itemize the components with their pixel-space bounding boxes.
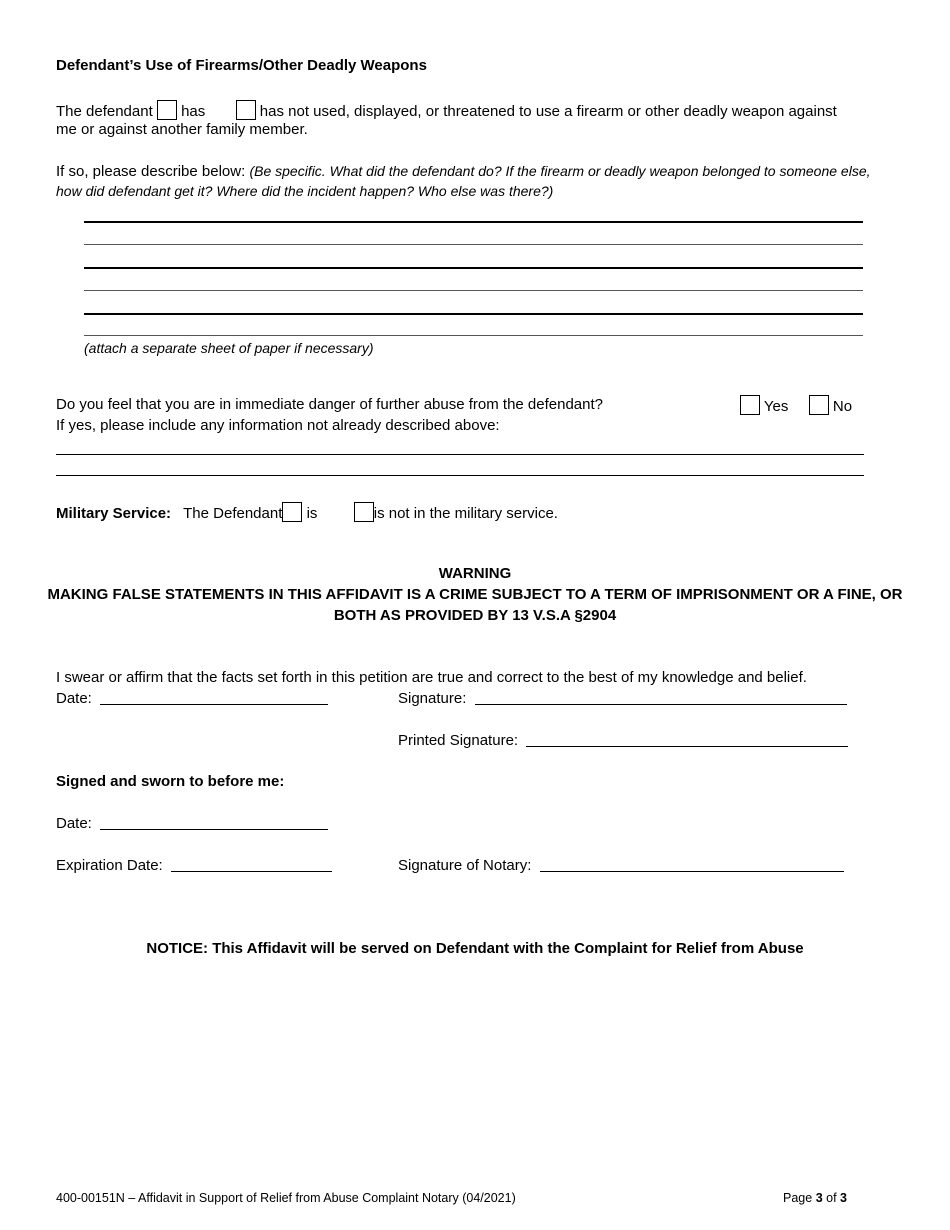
military-is-not-label: is not in the military service. [373,505,558,522]
description-line-6[interactable] [84,335,863,336]
military-prefix: The Defendant [183,505,283,522]
affiant-signature-field[interactable] [475,690,847,705]
affiant-date-field[interactable] [100,690,328,705]
firearm-question [56,100,837,120]
military-service [56,502,558,522]
description-line-2[interactable] [84,244,863,245]
expiration-date-field[interactable] [171,857,332,872]
danger-followup: If yes, please include any information not already described above: [56,417,500,434]
printed-signature-label: Printed Signature: [398,732,519,749]
notary-signature-label: Signature of Notary: [398,857,532,874]
military-label: Military Service: [56,505,172,522]
has-not-checkbox[interactable] [236,100,256,120]
has-not-label: has not used, displayed, or threatened to use a firearm or other deadly weapon against [259,103,837,120]
danger-question: Do you feel that you are in immediate danger of further abuse from the defendant? [56,396,604,413]
attach-note: (attach a separate sheet of paper if necessary) [84,340,374,356]
describe-prompt [56,163,871,180]
danger-yes-checkbox[interactable] [740,395,760,415]
has-label: has [181,103,206,120]
notary-date-field[interactable] [100,815,328,830]
description-line-5[interactable] [84,313,863,315]
military-is-not-checkbox[interactable] [354,502,374,522]
oath-statement: I swear or affirm that the facts set forth in this petition are true and correct to the best of my knowledge and belief. [56,669,807,686]
page-current: 3 [815,1191,823,1205]
describe-hint-line1: (Be specific. What did the defendant do? If the firearm or deadly weapon belonged to someone else, [249,163,871,179]
page-total: 3 [840,1191,847,1205]
has-checkbox[interactable] [157,100,177,120]
danger-yes-label: Yes [763,398,789,415]
sworn-label: Signed and sworn to before me: [56,773,285,790]
printed-signature [398,732,848,749]
warning-line-2: BOTH AS PROVIDED BY 13 V.S.A §2904 [333,607,617,624]
footer-form-id: 400-00151N – Affidavit in Support of Relief from Abuse Complaint Notary (04/2021) [56,1191,516,1205]
notary-date-label: Date: [56,815,92,832]
footer-page-number [783,1191,847,1205]
page-of: of [826,1191,837,1205]
printed-signature-field[interactable] [526,732,848,747]
warning-title: WARNING [438,565,512,582]
warning-line-1: MAKING FALSE STATEMENTS IN THIS AFFIDAVIT IS A CRIME SUBJECT TO A TERM OF IMPRISONMENT OR A FINE, OR [47,586,903,603]
affiant-signature [398,690,847,707]
affiant-signature-label: Signature: [398,690,467,707]
notary-signature-field[interactable] [540,857,844,872]
military-is-checkbox[interactable] [282,502,302,522]
notary-signature [398,857,844,874]
danger-answer-line-2[interactable] [56,475,864,476]
firearm-question-prefix: The defendant [56,103,153,120]
description-line-1[interactable] [84,221,863,223]
description-line-3[interactable] [84,267,863,269]
describe-hint-line2: how did defendant get it? Where did the incident happen? Who else was there?) [56,183,554,199]
description-line-4[interactable] [84,290,863,291]
firearm-question-continuation: me or against another family member. [56,121,308,138]
notice: NOTICE: This Affidavit will be served on Defendant with the Complaint for Relief from Abuse [146,940,804,957]
describe-label: If so, please describe below: [56,163,246,180]
affiant-date-label: Date: [56,690,92,707]
danger-no-label: No [832,398,853,415]
expiration-date [56,857,332,874]
notary-date [56,815,328,832]
affiant-date [56,690,328,707]
danger-answer-line-1[interactable] [56,454,864,455]
page-word: Page [783,1191,813,1205]
danger-options [740,395,852,415]
section-title: Defendant’s Use of Firearms/Other Deadly Weapons [56,57,427,74]
danger-no-checkbox[interactable] [809,395,829,415]
expiration-date-label: Expiration Date: [56,857,163,874]
military-is-label: is [306,505,318,522]
